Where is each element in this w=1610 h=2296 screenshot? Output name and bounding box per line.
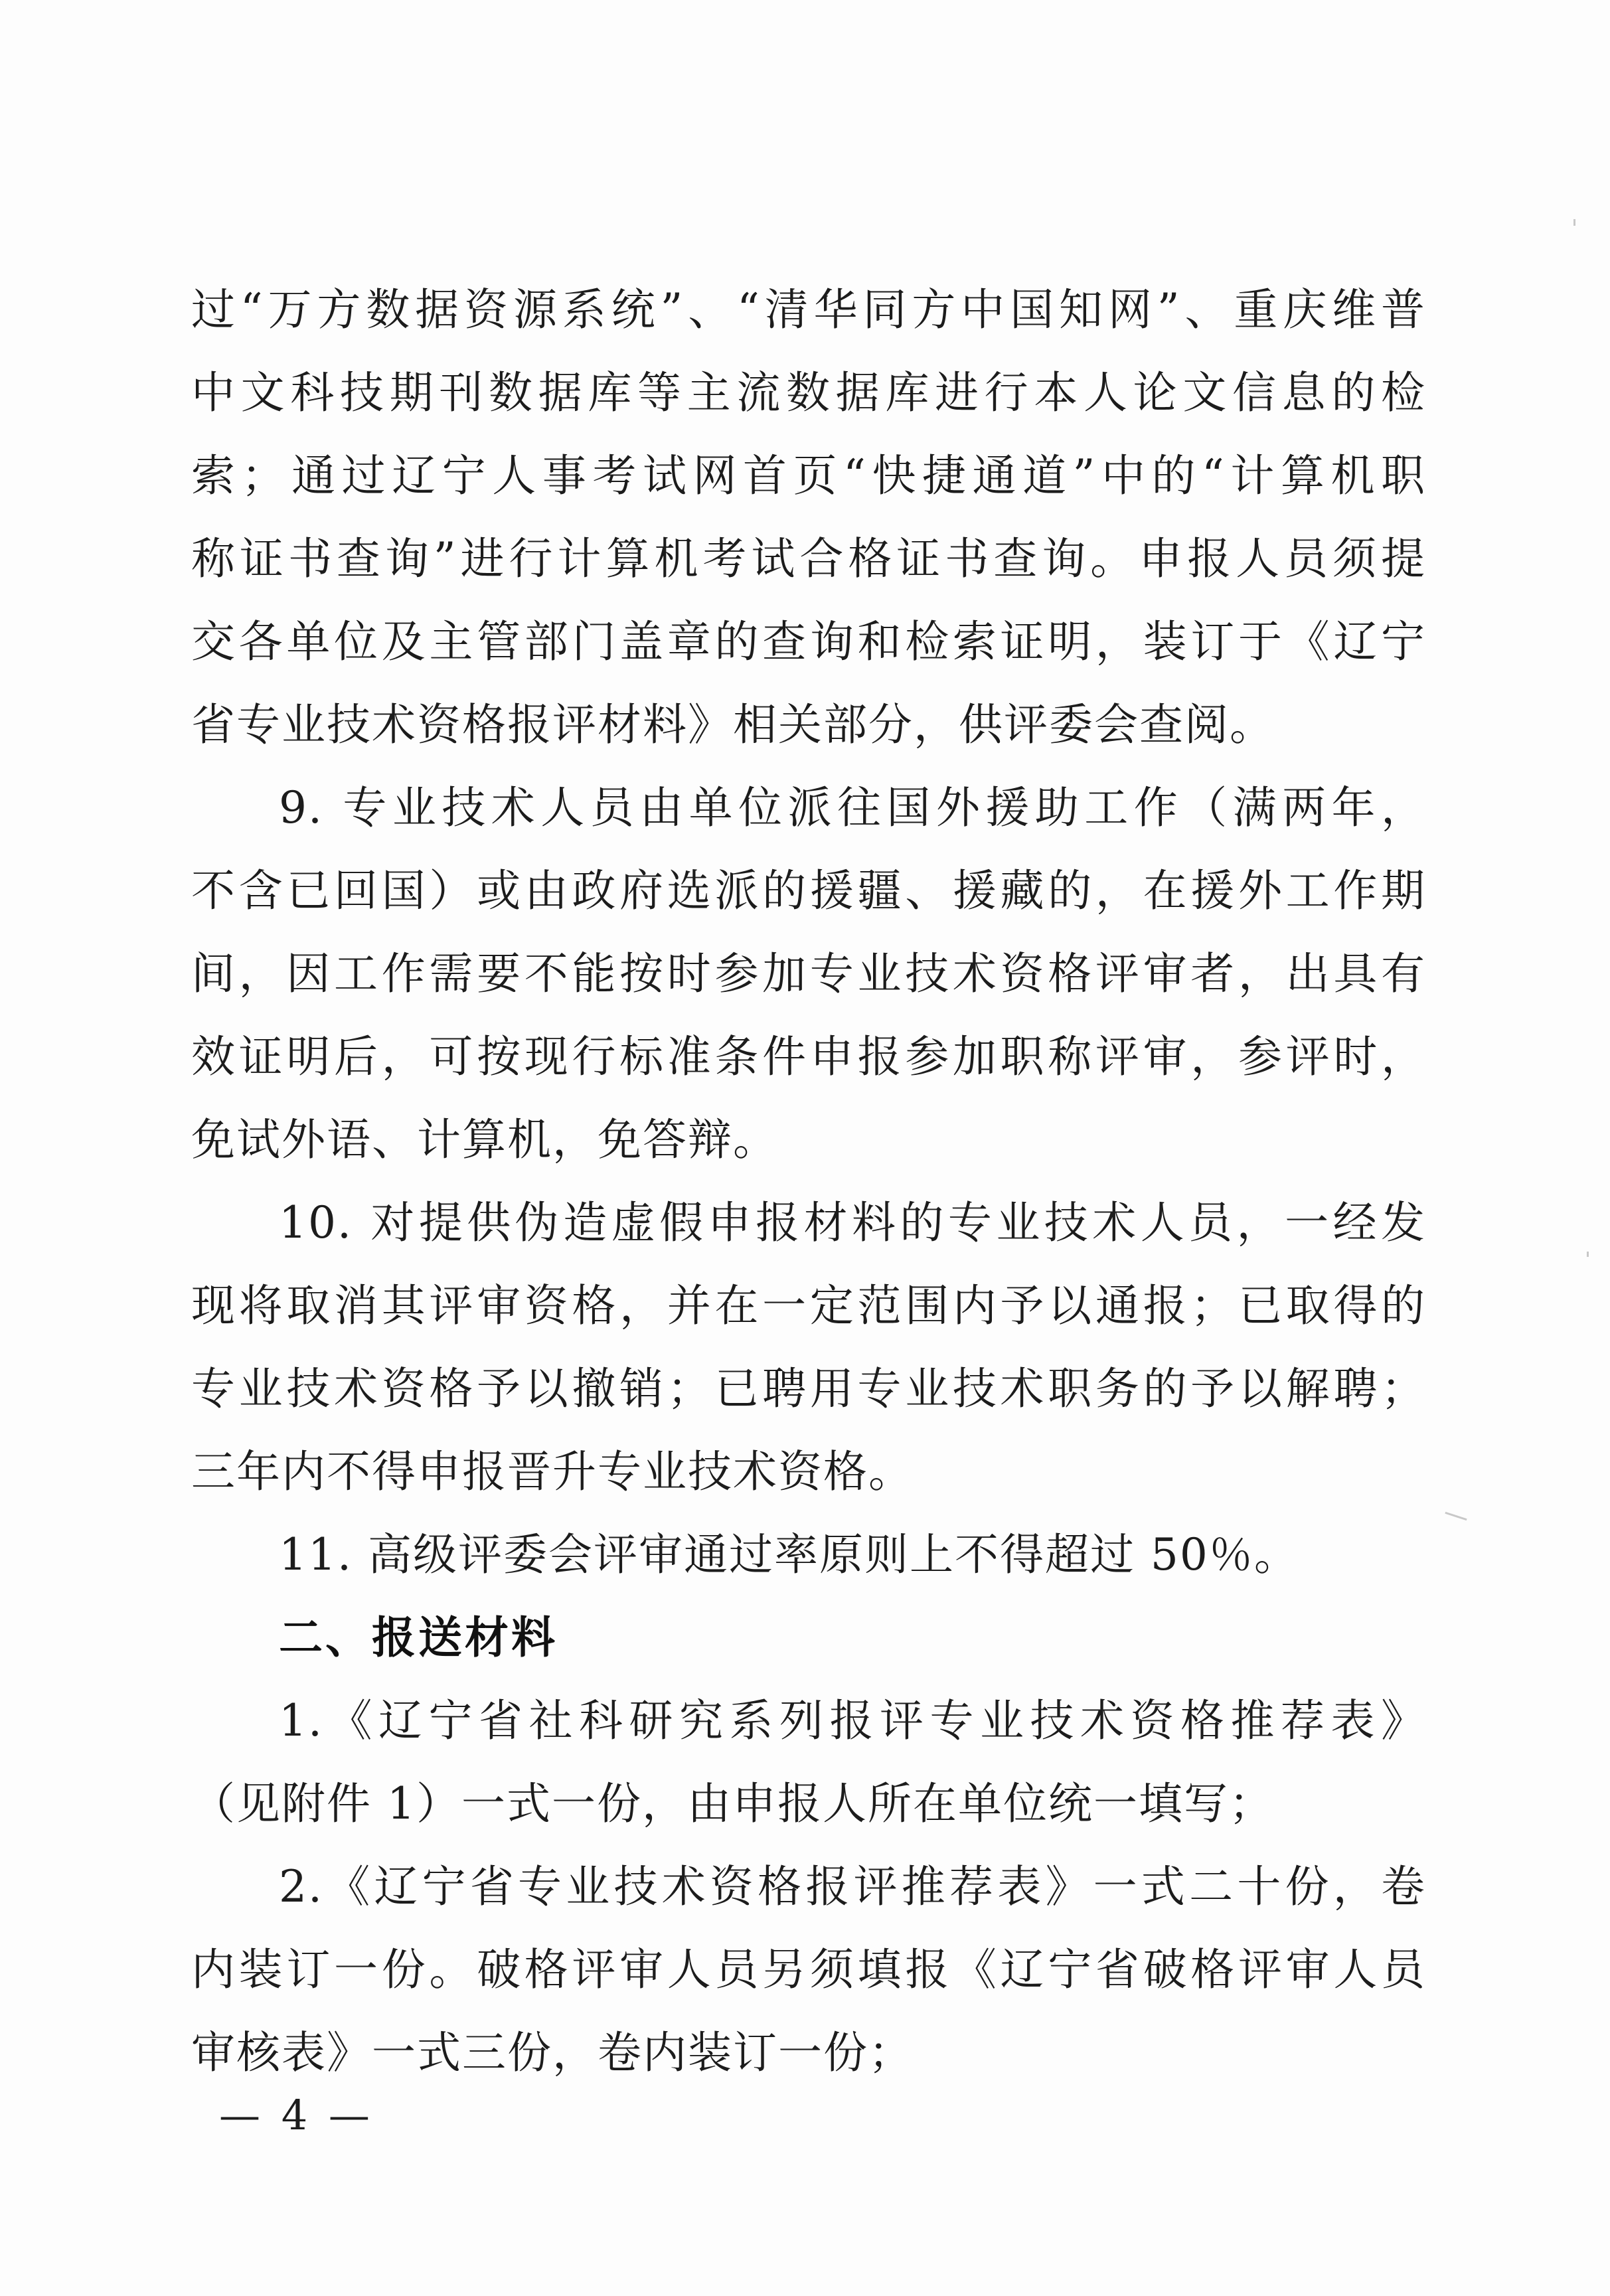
- body-text-line: 交各单位及主管部门盖章的查询和检索证明，装订于《辽宁: [191, 616, 1426, 667]
- item-10-first-line: 10. 对提供伪造虚假申报材料的专业技术人员，一经发: [279, 1197, 1426, 1248]
- body-text-line: 免试外语、计算机，免答辩。: [191, 1114, 778, 1165]
- scan-mark: [1587, 1252, 1589, 1257]
- body-text-line: （见附件 1）一式一份，由申报人所在单位统一填写；: [191, 1778, 1274, 1829]
- body-text-line: 索；通过辽宁人事考试网首页“快捷通道”中的“计算机职: [191, 450, 1426, 501]
- scan-mark: [1445, 1512, 1467, 1520]
- scan-mark: [1573, 219, 1575, 226]
- section-heading: 二、报送材料: [279, 1612, 558, 1663]
- body-text-line: 称证书查询”进行计算机考试合格证书查询。申报人员须提: [191, 533, 1426, 584]
- material-1-first-line: 1.《辽宁省社科研究系列报评专业技术资格推荐表》: [279, 1695, 1426, 1746]
- material-2-first-line: 2.《辽宁省专业技术资格报评推荐表》一式二十份，卷: [279, 1861, 1426, 1912]
- body-text-line: 中文科技期刊数据库等主流数据库进行本人论文信息的检: [191, 367, 1426, 418]
- body-text-line: 效证明后，可按现行标准条件申报参加职称评审，参评时，: [191, 1031, 1426, 1082]
- item-11-line: 11. 高级评委会评审通过率原则上不得超过 50％。: [279, 1529, 1299, 1580]
- item-9-first-line: 9. 专业技术人员由单位派往国外援助工作（满两年，: [279, 782, 1426, 833]
- body-text-line: 间，因工作需要不能按时参加专业技术资格评审者，出具有: [191, 948, 1426, 999]
- body-text-line: 现将取消其评审资格，并在一定范围内予以通报；已取得的: [191, 1280, 1426, 1331]
- body-text-line: 专业技术资格予以撤销；已聘用专业技术职务的予以解聘；: [191, 1363, 1426, 1414]
- body-text-line: 审核表》一式三份，卷内装订一份；: [191, 2027, 914, 2078]
- body-text-line: 不含已回国）或由政府选派的援疆、援藏的，在援外工作期: [191, 865, 1426, 916]
- body-text-line: 内装订一份。破格评审人员另须填报《辽宁省破格评审人员: [191, 1944, 1426, 1995]
- page-number: — 4 —: [219, 2091, 374, 2139]
- body-text-line: 三年内不得申报晋升专业技术资格。: [191, 1446, 914, 1497]
- body-text-line: 省专业技术资格报评材料》相关部分，供评委会查阅。: [191, 699, 1275, 750]
- body-text-line: 过“万方数据资源系统”、“清华同方中国知网”、重庆维普: [191, 284, 1426, 335]
